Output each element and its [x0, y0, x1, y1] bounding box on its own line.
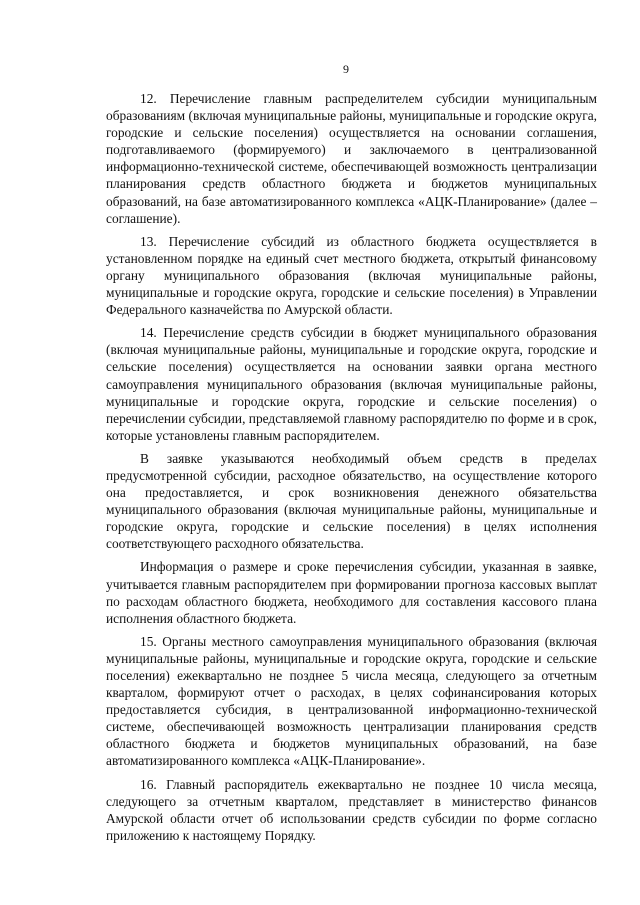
paragraph-15: 15. Органы местного самоуправления муниципального образования (включая муниципальные районы, муниципальные и городские округа, городские и сельские поселения) ежеквартально не позднее 5 числа месяца, следующего за отчетным кварталом, формируют отчет о расходах, в целях софинансирования которых предоставляется субсидия, в централизованной информационно-технической системе, обеспечивающей возможность централизации планирования средств областного бюджета и бюджетов муниципальных образований, на базе автоматизированного комплекса «АЦК-Планирование». — [106, 633, 597, 769]
paragraph-14-application-details: В заявке указываются необходимый объем средств в пределах предусмотренной субсидии, расходное обязательство, на осуществление которого она предоставляется, и срок возникновения денежного обязательства муниципального образования (включая муниципальные районы, муниципальные и городские округа, городские и сельские поселения) в целях исполнения соответствующего расходного обязательства. — [106, 450, 597, 552]
paragraph-14-application-information: Информация о размере и сроке перечисления субсидии, указанная в заявке, учитывается главным распорядителем при формировании прогноза кассовых выплат по расходам областного бюджета, необходимого для составления кассового плана исполнения областного бюджета. — [106, 559, 597, 626]
paragraph-13: 13. Перечисление субсидий из областного бюджета осуществляется в установленном порядке на единый счет местного бюджета, открытый финансовому органу муниципального образования (включая муниципальные районы, муниципальные и городские округа, городские и сельские поселения) в Управлении Федерального казначейства по Амурской области. — [106, 233, 597, 318]
page-number: 9 — [343, 62, 349, 76]
paragraph-12: 12. Перечисление главным распределителем субсидии муниципальным образованиям (включая муниципальные районы, муниципальные и городские округа, городские и сельские поселения) осуществляется на основании соглашения, подготавливаемого (формируемого) и заключаемого в централизованной информационно-технической системе, обеспечивающей возможность централизации планирования средств областного бюджета и бюджетов муниципальных образований, на базе автоматизированного комплекса «АЦК-Планирование» (далее – соглашение). — [106, 91, 597, 226]
document-body — [106, 90, 597, 850]
paragraph-16: 16. Главный распорядитель ежеквартально не позднее 10 числа месяца, следующего за отчетным кварталом, представляет в министерство финансов Амурской области отчет об использовании средств субсидии по форме согласно приложению к настоящему Порядку. — [106, 776, 597, 843]
paragraph-14: 14. Перечисление средств субсидии в бюджет муниципального образования (включая муниципальные районы, муниципальные и городские округа, городские и сельские поселения) осуществляется на основании заявки органа местного самоуправления муниципального образования (включая муниципальные районы, муниципальные и городские округа, городские и сельские поселения) о перечислении субсидии, представляемой главному распорядителю по форме и в срок, которые установлены главным распорядителем. — [106, 325, 597, 443]
